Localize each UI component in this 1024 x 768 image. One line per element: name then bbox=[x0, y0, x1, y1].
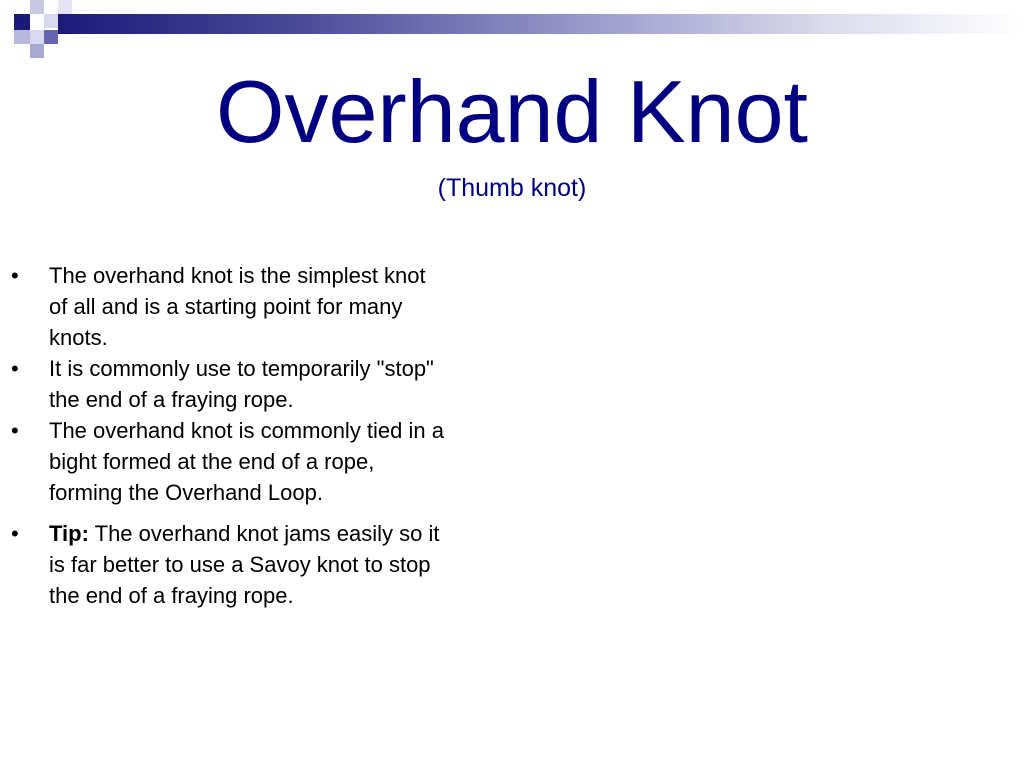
bullet-text: The overhand knot jams easily so it is far better to use a Savoy knot to stop the end of a fraying rope. bbox=[49, 521, 440, 608]
slide-subtitle: (Thumb knot) bbox=[437, 174, 587, 202]
bullet-icon: • bbox=[11, 521, 19, 546]
decor-square bbox=[30, 0, 44, 14]
bullet-item-tip bbox=[0, 518, 460, 611]
decor-square bbox=[30, 44, 44, 58]
bullet-icon: • bbox=[11, 263, 19, 288]
bullet-icon: • bbox=[11, 418, 19, 443]
bullet-icon: • bbox=[11, 356, 19, 381]
bullet-item bbox=[0, 260, 460, 353]
decor-square bbox=[44, 14, 58, 28]
decor-square bbox=[44, 30, 58, 44]
decor-square bbox=[58, 0, 72, 14]
bullet-text: The overhand knot is the simplest knot of all and is a starting point for many knots. bbox=[49, 263, 426, 350]
decor-square bbox=[30, 30, 44, 44]
bullet-item bbox=[0, 353, 460, 415]
bullet-text: It is commonly use to temporarily "stop" the end of a fraying rope. bbox=[49, 356, 434, 412]
title-gradient-bar bbox=[58, 14, 1024, 34]
tip-label: Tip: bbox=[49, 521, 89, 546]
slide-title: Overhand Knot bbox=[216, 62, 808, 161]
decor-square bbox=[14, 14, 30, 30]
bullet-list bbox=[0, 260, 460, 611]
bullet-item bbox=[0, 415, 460, 508]
bullet-text: The overhand knot is commonly tied in a bight formed at the end of a rope, forming the Overhand Loop. bbox=[49, 418, 444, 505]
decor-square bbox=[14, 30, 30, 44]
